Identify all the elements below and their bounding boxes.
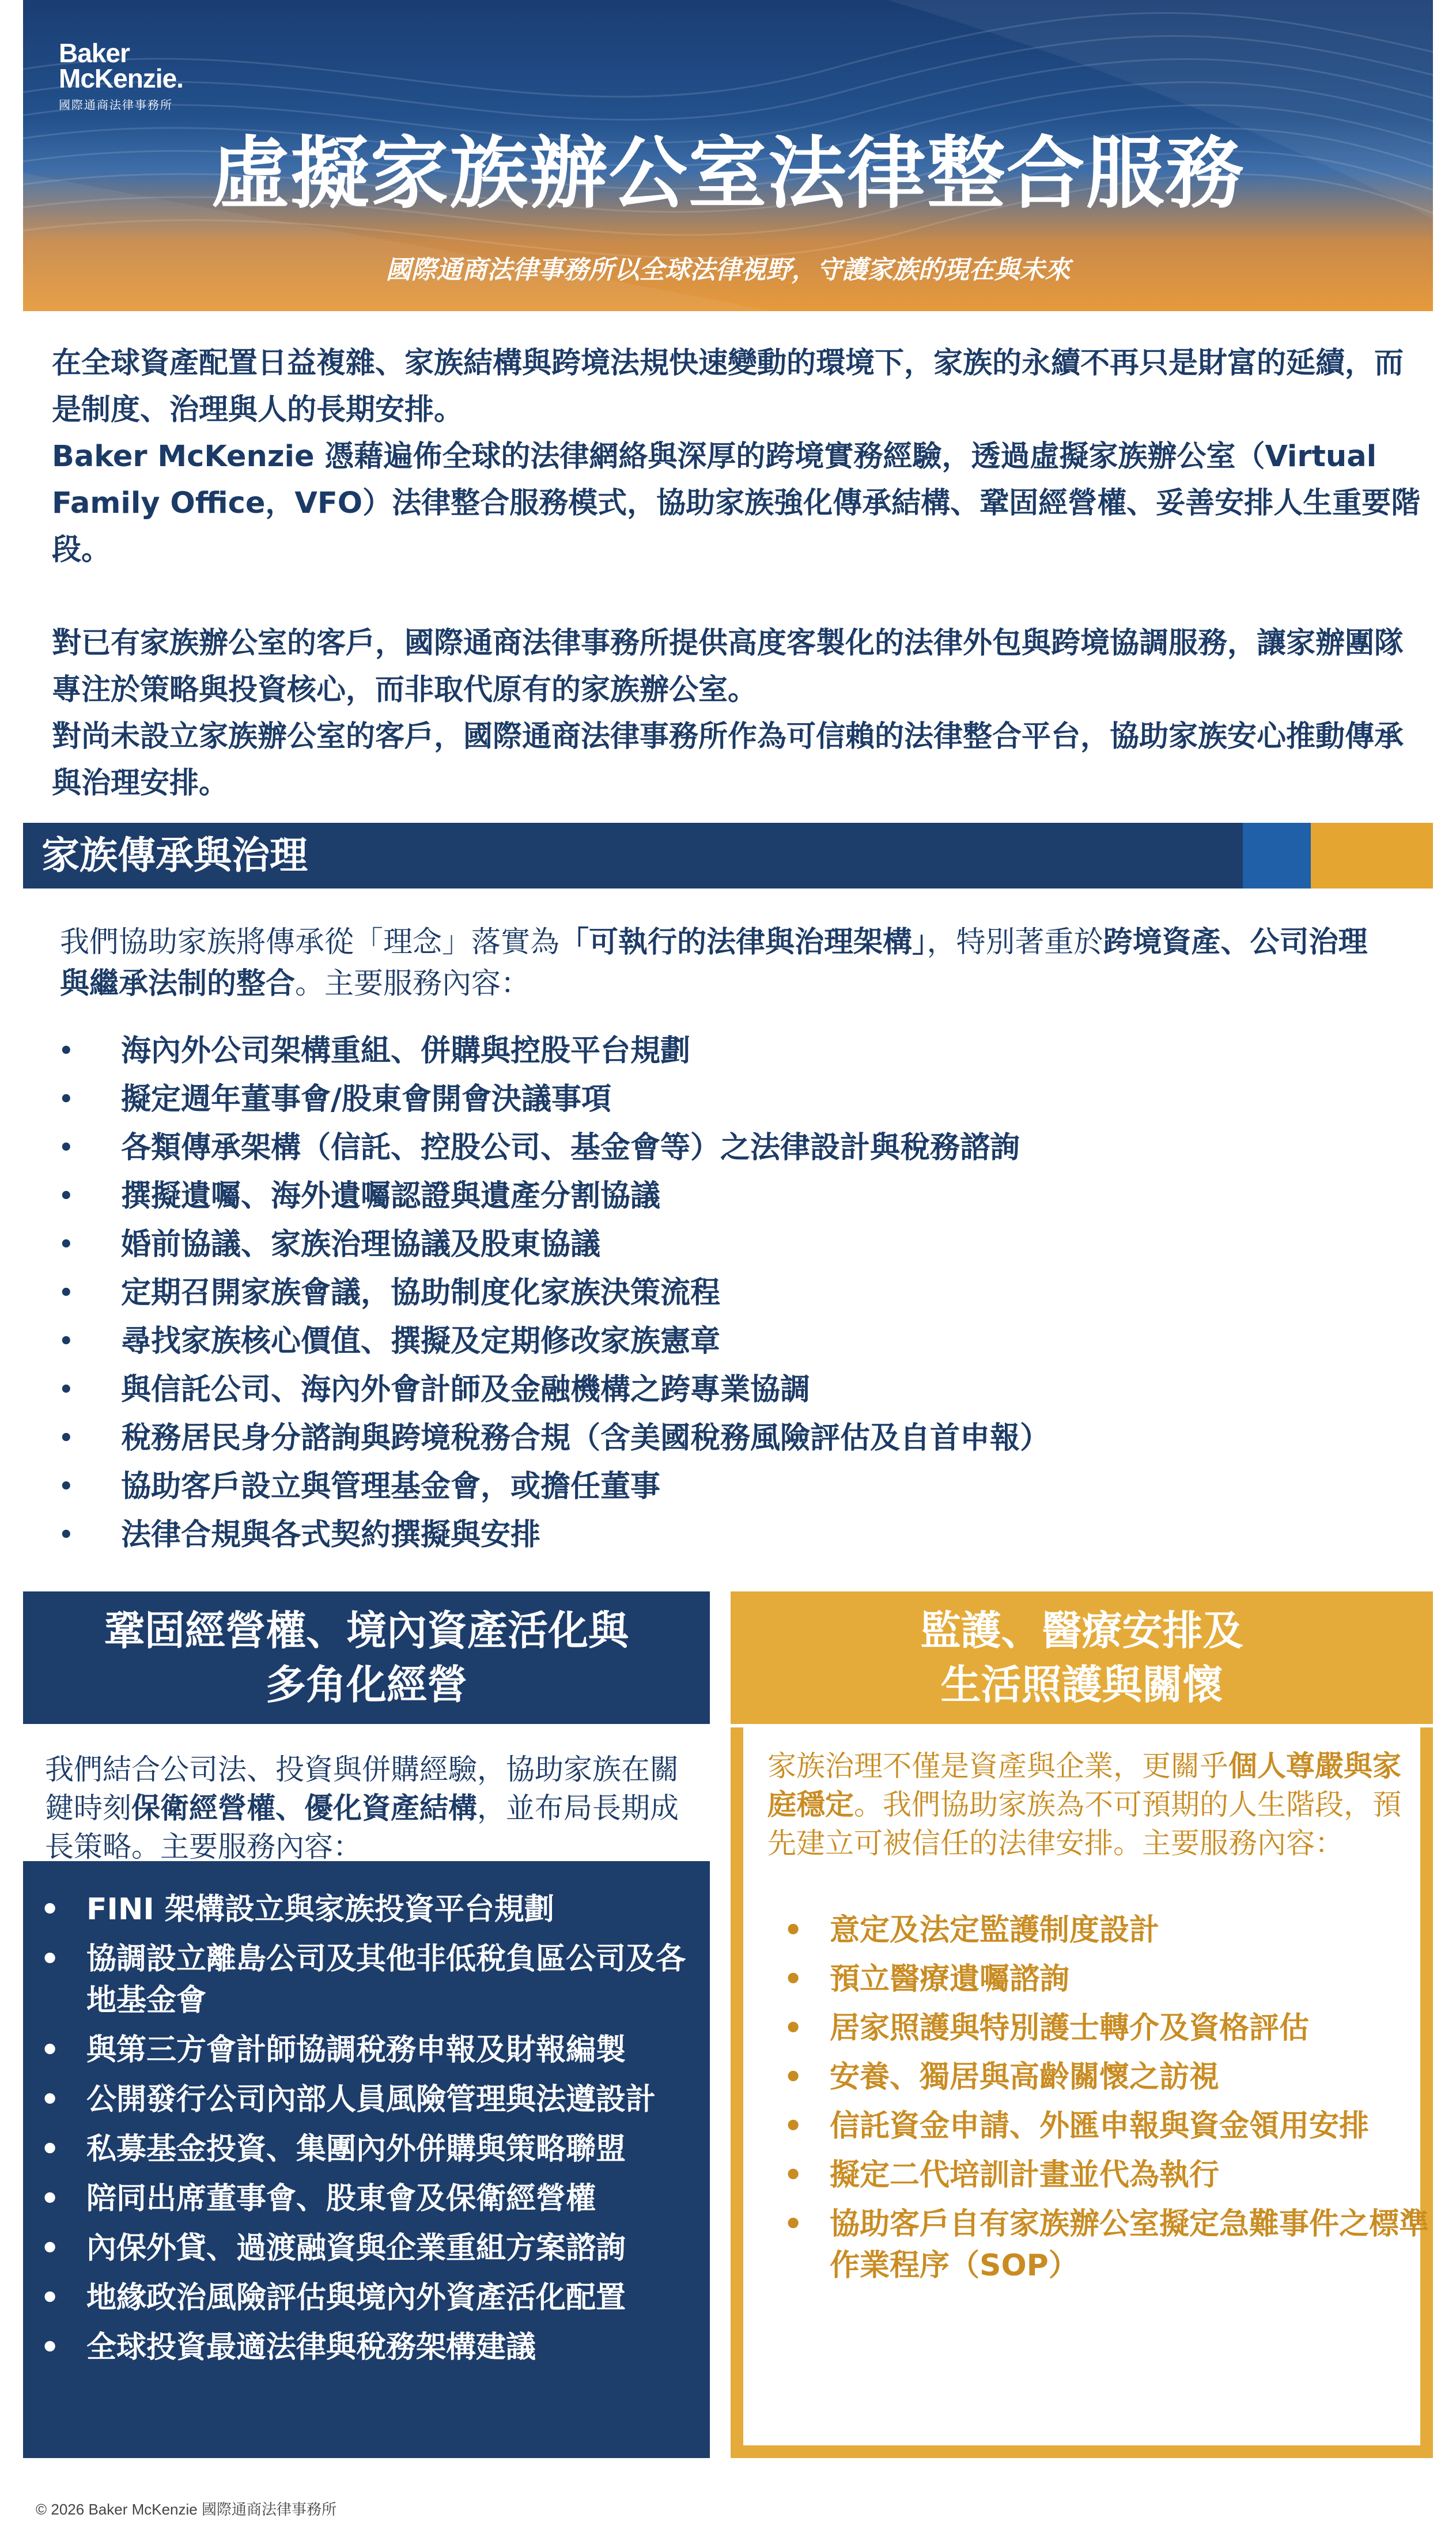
list-item: • 地緣政治風險評估與境內外資產活化配置 [40, 2277, 703, 2319]
box-intro: 我們結合公司法、投資與併購經驗，協助家族在關鍵時刻保衛經營權、優化資產結構，並布局長期成長策略。主要服務內容： [45, 1753, 679, 1863]
list-item: • 婚前協議、家族治理協議及股東協議 [53, 1220, 1407, 1269]
list-item: • 全球投資最適法律與稅務架構建議 [40, 2327, 703, 2368]
list-item: • 各類傳承架構（信託、控股公司、基金會等）之法律設計與稅務諮詢 [53, 1124, 1407, 1172]
bullet-icon: • [40, 1942, 60, 1976]
list-item: • 協調設立離島公司及其他非低稅負區公司及各地基金會 [40, 1938, 703, 2021]
list-item: • 協助客戶自有家族辦公室擬定急難事件之標準作業程序（SOP） [784, 2203, 1429, 2286]
bullet-icon: • [784, 2060, 803, 2094]
list-item: • 內保外貸、過渡融資與企業重組方案諮詢 [40, 2228, 703, 2269]
page-subtitle: 國際通商法律事務所以全球法律視野，守護家族的現在與未來 [385, 255, 1071, 285]
list-item: • 稅務居民身分諮詢與跨境稅務合規（含美國稅務風險評估及自首申報） [53, 1414, 1407, 1462]
bullet-icon: • [59, 1231, 74, 1258]
bullet-icon: • [40, 2181, 60, 2216]
list-item: • 撰擬遺囑、海外遺囑認證與遺產分割協議 [53, 1172, 1407, 1220]
bullet-icon: • [59, 1038, 74, 1064]
bullet-icon: • [784, 2158, 803, 2192]
list-item: • 協助客戶設立與管理基金會，或擔任董事 [53, 1462, 1407, 1511]
box-service-list [40, 1889, 703, 2376]
intro-text [52, 340, 1423, 807]
list-item: • 與第三方會計師協調稅務申報及財報編製 [40, 2029, 703, 2071]
box-guardianship-care [731, 1591, 1433, 2458]
box-service-list [784, 1910, 1429, 2294]
baker-mckenzie-logo [59, 40, 183, 112]
bullet-icon: • [59, 1522, 74, 1548]
intro-paragraph-4: 對尚未設立家族辦公室的客戶，國際通商法律事務所作為可信賴的法律整合平台，協助家族安心推動傳承與治理安排。 [52, 720, 1404, 800]
list-item: • 海內外公司架構重組、併購與控股平台規劃 [53, 1027, 1407, 1075]
list-item: • FINI 架構設立與家族投資平台規劃 [40, 1889, 703, 1930]
bullet-icon: • [40, 1892, 60, 1927]
footer-copyright: © 2026 Baker McKenzie 國際通商法律事務所 [36, 2501, 336, 2518]
box-intro-panel [23, 1727, 710, 1861]
bullet-icon: • [59, 1280, 74, 1306]
logo-line-1: Baker [59, 38, 130, 68]
bullet-icon: • [784, 2011, 803, 2046]
list-item: • 與信託公司、海內外會計師及金融機構之跨專業協調 [53, 1366, 1407, 1414]
list-item: • 法律合規與各式契約撰擬與安排 [53, 1511, 1407, 1559]
bullet-icon: • [59, 1086, 74, 1113]
bullet-icon: • [40, 2231, 60, 2266]
list-item: • 陪同出席董事會、股東會及保衛經營權 [40, 2178, 703, 2220]
box-title: 鞏固經營權、境內資產活化與 多角化經營 [104, 1607, 629, 1708]
bullet-icon: • [40, 2281, 60, 2315]
intro-paragraph-3: 對已有家族辦公室的客戶，國際通商法律事務所提供高度客製化的法律外包與跨境協調服務，讓家辦團隊專注於策略與投資核心，而非取代原有的家族辦公室。 [52, 626, 1404, 707]
intro-paragraph-1: 在全球資產配置日益複雜、家族結構與跨境法規快速變動的環境下，家族的永續不再只是財富的延續，而是制度、治理與人的長期安排。 [52, 346, 1404, 427]
list-item: • 信託資金申請、外匯申報與資金領用安排 [784, 2105, 1429, 2147]
bullet-icon: • [784, 2207, 803, 2241]
box-intro: 家族治理不僅是資產與企業，更關乎個人尊嚴與家庭穩定。我們協助家族為不可預期的人生階段，預先建立可被信任的法律安排。主要服務內容： [767, 1749, 1401, 1860]
intro-paragraph-2: Baker McKenzie 憑藉遍佈全球的法律網絡與深厚的跨境實務經驗，透過虛擬家族辦公室（Virtual Family Office，VFO）法律整合服務模式，協助家族強化傳承結構、鞏固經營權、妥善安排人生重要階段。 [52, 440, 1421, 567]
bullet-icon: • [40, 2033, 60, 2067]
hero-banner [23, 0, 1433, 311]
list-item: • 意定及法定監護制度設計 [784, 1910, 1429, 1951]
bullet-icon: • [59, 1377, 74, 1403]
bullet-icon: • [40, 2330, 60, 2365]
section-title: 家族傳承與治理 [41, 833, 308, 878]
box-title: 監護、醫療安排及 生活照護與關懷 [920, 1607, 1243, 1708]
bullet-icon: • [784, 1962, 803, 1997]
bullet-icon: • [40, 2132, 60, 2167]
list-item: • 預立醫療遺囑諮詢 [784, 1958, 1429, 2000]
bullet-icon: • [40, 2082, 60, 2117]
bullet-icon: • [59, 1473, 74, 1500]
bullet-icon: • [59, 1135, 74, 1161]
bullet-icon: • [59, 1328, 74, 1355]
section-header-bar [23, 823, 1433, 888]
section-intro: 我們協助家族將傳承從「理念」落實為「可執行的法律與治理架構」，特別著重於跨境資產、公司治理與繼承法制的整合。主要服務內容： [60, 925, 1368, 1001]
logo-line-2: McKenzie. [59, 63, 183, 93]
list-item: • 安養、獨居與高齡關懷之訪視 [784, 2056, 1429, 2098]
list-item: • 擬定二代培訓計畫並代為執行 [784, 2154, 1429, 2196]
page-title: 虛擬家族辦公室法律整合服務 [211, 128, 1245, 220]
box-management-rights [23, 1591, 710, 2458]
bullet-icon: • [784, 2109, 803, 2143]
accent-block-gold [1311, 823, 1433, 888]
list-item: • 居家照護與特別護士轉介及資格評估 [784, 2007, 1429, 2049]
bullet-icon: • [59, 1425, 74, 1451]
bullet-icon: • [784, 1913, 803, 1948]
list-item: • 私募基金投資、集團內外併購與策略聯盟 [40, 2128, 703, 2170]
section-service-list [53, 1027, 1407, 1559]
list-item: • 擬定週年董事會/股東會開會決議事項 [53, 1075, 1407, 1124]
logo-line-3: 國際通商法律事務所 [59, 98, 173, 112]
bullet-icon: • [59, 1183, 74, 1209]
list-item: • 尋找家族核心價值、撰擬及定期修改家族憲章 [53, 1317, 1407, 1366]
list-item: • 定期召開家族會議，協助制度化家族決策流程 [53, 1269, 1407, 1317]
list-item: • 公開發行公司內部人員風險管理與法遵設計 [40, 2079, 703, 2120]
accent-block-blue [1243, 823, 1311, 888]
box-content-panel [731, 1727, 1433, 2458]
